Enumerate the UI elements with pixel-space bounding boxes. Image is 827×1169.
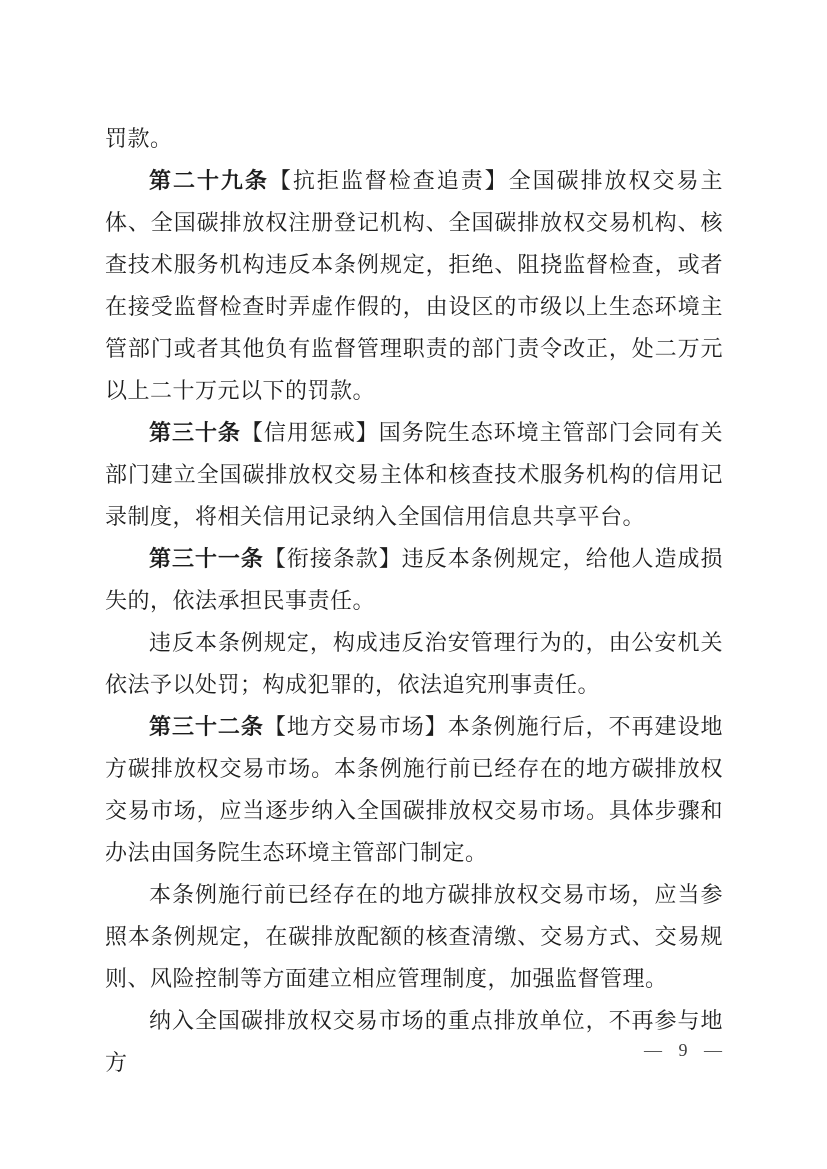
article-title: 【抗拒监督检查追责】 xyxy=(268,168,509,193)
article-number: 第三十一条 xyxy=(149,546,264,571)
body-paragraph: 罚款。 xyxy=(105,126,173,151)
article-number: 第二十九条 xyxy=(149,168,269,193)
article-paragraph: 第三十二条【地方交易市场】本条例施行后，不再建设地方碳排放权交易市场。本条例施行前已经存在的地方碳排放权交易市场，应当逐步纳入全国碳排放权交易市场。具体步骤和办法由国务院生态环境主管部门制定。 xyxy=(105,714,723,865)
article-paragraph: 第三十一条【衔接条款】违反本条例规定，给他人造成损失的，依法承担民事责任。 xyxy=(105,546,723,613)
article-title: 【地方交易市场】 xyxy=(263,714,448,739)
body-paragraph: 违反本条例规定，构成违反治安管理行为的，由公安机关依法予以处罚；构成犯罪的，依法追究刑事责任。 xyxy=(105,630,723,697)
article-number: 第三十二条 xyxy=(149,714,264,739)
article-title: 【信用惩戒】 xyxy=(240,420,379,445)
page-number: — 9 — xyxy=(644,1040,723,1060)
document-body xyxy=(105,118,723,1084)
article-number: 第三十条 xyxy=(149,420,241,445)
article-paragraph: 第二十九条【抗拒监督检查追责】全国碳排放权交易主体、全国碳排放权注册登记机构、全国碳排放权交易机构、核查技术服务机构违反本条例规定，拒绝、阻挠监督检查，或者在接受监督检查时弄虚作假的，由设区的市级以上生态环境主管部门或者其他负有监督管理职责的部门责令改正，处二万元以上二十万元以下的罚款。 xyxy=(105,168,723,403)
article-title: 【衔接条款】 xyxy=(263,546,402,571)
body-paragraph: 纳入全国碳排放权交易市场的重点排放单位，不再参与地方 xyxy=(105,1008,723,1075)
body-paragraph: 本条例施行前已经存在的地方碳排放权交易市场，应当参照本条例规定，在碳排放配额的核查清缴、交易方式、交易规则、风险控制等方面建立相应管理制度，加强监督管理。 xyxy=(105,882,723,991)
article-paragraph: 第三十条【信用惩戒】国务院生态环境主管部门会同有关部门建立全国碳排放权交易主体和核查技术服务机构的信用记录制度，将相关信用记录纳入全国信用信息共享平台。 xyxy=(105,420,723,529)
